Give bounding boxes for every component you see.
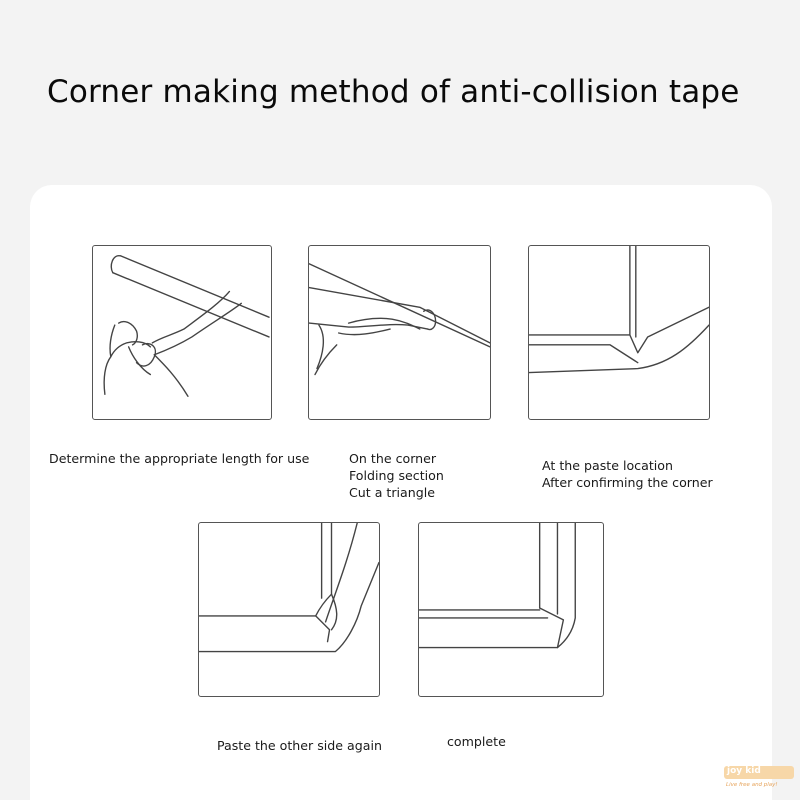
- cutting-triangle-illustration: [309, 246, 490, 419]
- caption-line: complete: [447, 734, 506, 749]
- step-3-caption: [542, 457, 713, 491]
- caption-line: Determine the appropriate length for use: [49, 451, 310, 466]
- caption-line: At the paste location: [542, 458, 673, 473]
- finished-corner-illustration: [419, 523, 603, 696]
- caption-line: Paste the other side again: [217, 738, 382, 753]
- logo-tagline: Live free and play!: [726, 782, 778, 788]
- page-title: Corner making method of anti-collision tape: [47, 74, 740, 110]
- logo-text: joy kid: [727, 766, 761, 776]
- step-2-caption: [349, 450, 444, 501]
- caption-line: Folding section: [349, 468, 444, 483]
- tape-on-corner-illustration: [529, 246, 709, 419]
- step-4-illustration: [198, 522, 380, 697]
- step-1-caption: [49, 450, 309, 467]
- hands-measuring-tape-illustration: [93, 246, 271, 419]
- caption-line: Cut a triangle: [349, 485, 435, 500]
- second-side-paste-illustration: [199, 523, 379, 696]
- step-1-illustration: [92, 245, 272, 420]
- step-5-caption: [447, 733, 506, 750]
- brand-logo: [724, 762, 796, 792]
- step-5-illustration: [418, 522, 604, 697]
- step-3-illustration: [528, 245, 710, 420]
- step-2-illustration: [308, 245, 491, 420]
- step-4-caption: [217, 737, 382, 754]
- caption-line: After confirming the corner: [542, 475, 713, 490]
- caption-line: On the corner: [349, 451, 437, 466]
